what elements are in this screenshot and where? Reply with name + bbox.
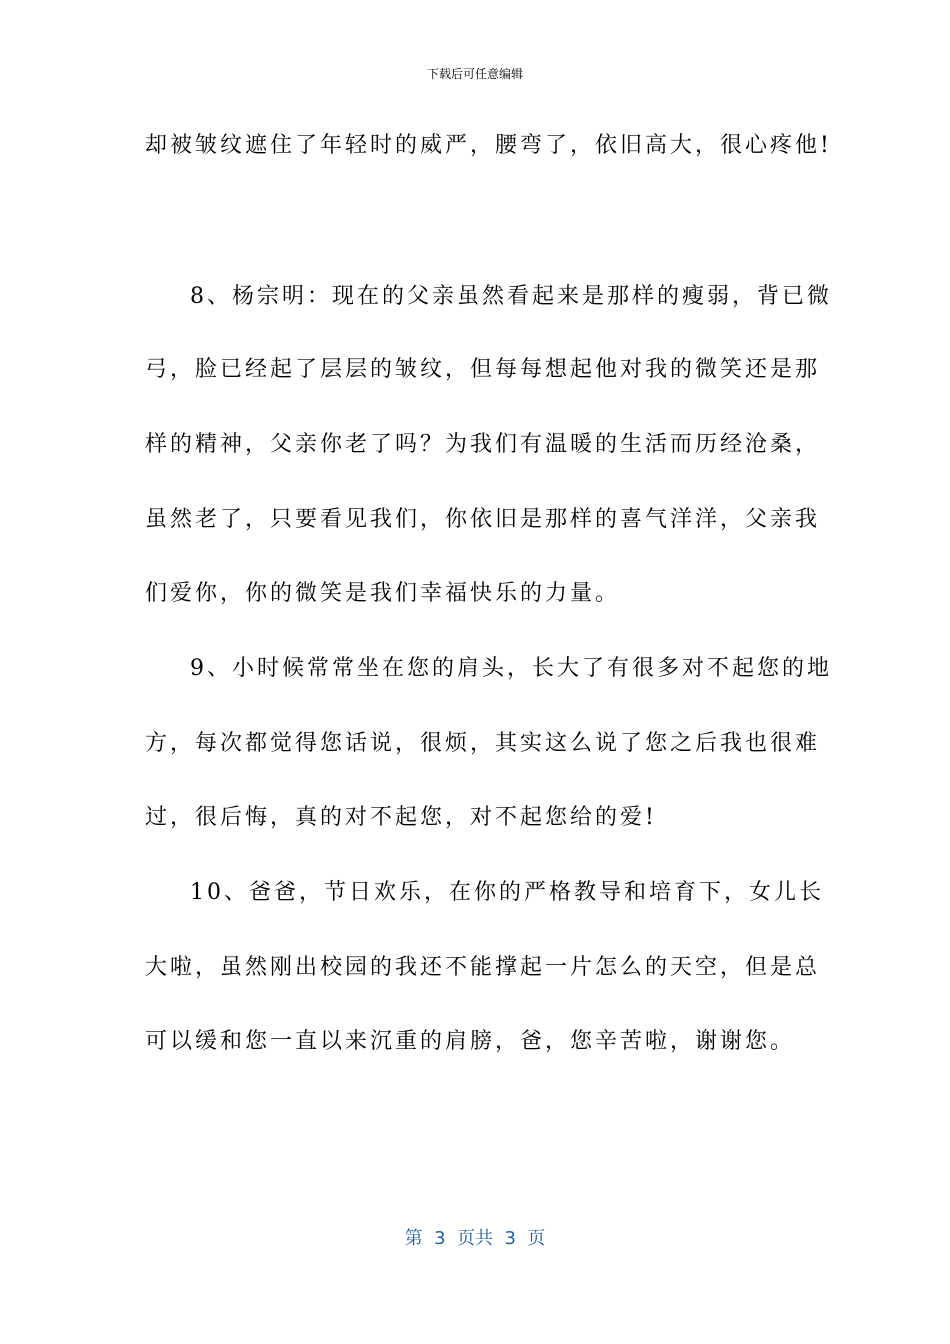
text-line: 8、杨宗明：现在的父亲虽然看起来是那样的瘦弱，背已微 [190, 284, 832, 309]
text-line: 10、爸爸，节日欢乐，在你的严格教导和培育下，女儿长 [190, 880, 824, 905]
text-line: 9、小时候常常坐在您的肩头，长大了有很多对不起您的地 [190, 656, 832, 681]
text-line: 过，很后悔，真的对不起您，对不起您给的爱! [145, 805, 657, 830]
page-footer: 第 3 页共 3 页 [404, 1228, 546, 1249]
text-line: 虽然老了，只要看见我们，你依旧是那样的喜气洋洋，父亲我 [145, 507, 821, 532]
text-line: 样的精神，父亲你老了吗？为我们有温暖的生活而历经沧桑， [145, 432, 821, 457]
text-line: 们爱你，你的微笑是我们幸福快乐的力量。 [145, 581, 621, 606]
text-line: 大啦，虽然刚出校园的我还不能撑起一片怎么的天空，但是总 [145, 955, 821, 980]
text-line: 弓，脸已经起了层层的皱纹，但每每想起他对我的微笑还是那 [145, 357, 821, 382]
header-note: 下载后可任意编辑 [426, 67, 523, 81]
text-line: 方，每次都觉得您话说，很烦，其实这么说了您之后我也很难 [145, 731, 821, 756]
text-line: 可以缓和您一直以来沉重的肩膀，爸，您辛苦啦，谢谢您。 [145, 1029, 796, 1054]
text-line: 却被皱纹遮住了年轻时的威严，腰弯了，依旧高大，很心疼他! [145, 133, 832, 158]
